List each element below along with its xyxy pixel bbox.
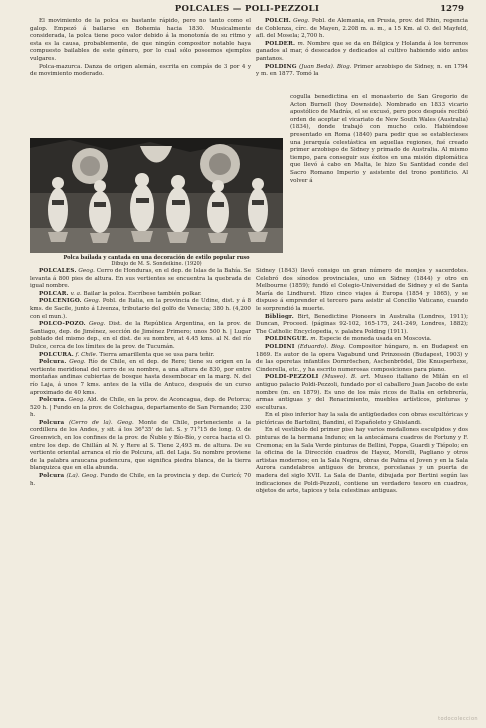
entry-text: Compositor húngaro, n. en Budapest en 1869. Es autor de la opera Vagabund und Prinzessin (Budapest, 1903) y de las operetas infantiles Dornröschen, Aschenbrödel, Die Knusperhexe, Cinderella, etc., y ha escrito numerosas composiciones para piano. bbox=[256, 343, 468, 373]
entry-abbreviation: Geog. bbox=[68, 397, 86, 404]
paragraph: cogulla benedictina en el monasterio de San Gregorio de Acton Burnell (hoy Downside). Nombrado en 1833 vicario apostólico de Madrás, el se excusó, pero poco después recibió orden de aceptar el vicariato de New South Wales (Australia) (1834), donde trabajó con mucho celo. Habiéndose presentado en Roma (1840) para pedir que se establecieses una jerarquía celestástica en aquellas regiones, fué creado primer arzobispo de Sidney y primado de Australia. Al mismo tiempo, para conseguir sus éxitos en una misión diplomática que llevó á cabo en Malta, le hizo Su Santidad conde del Sacro Romano Imperio y asistente del trono pontificio. Al volver á bbox=[290, 94, 468, 184]
entry-text: Especie de moneda usada en Moscovia. bbox=[317, 336, 432, 343]
entry-text: Río de Chile, en el dep. de Rere; tiene su origen en la vertiente meridional del cerro de su nombre, a una altura de 830, por entre montañas andinas cubiertas de bosque hasta desembocar en la marg. N. del río Laja, á unos 7 kms. antes de la villa de Antuco, después de un curso aproximado de 40 kms. bbox=[30, 359, 251, 396]
dictionary-entry bbox=[30, 359, 251, 397]
entry-abbreviation: Geog. bbox=[69, 359, 86, 366]
headword: POLDER. bbox=[265, 40, 296, 47]
left-column-lower bbox=[30, 268, 251, 488]
headword: Polcura bbox=[39, 419, 65, 426]
entry-text: Pobl. de Alemania, en Prusia, prov. del Rhin, regencia de Coblenza, círc. de Mayen, 2.208 m. a. m., a 15 Km. al O. del Mayfeld, afl. del Mosela; 2,700 h. bbox=[256, 18, 468, 40]
entry-text: En el piso inferior hay la sala de antigüedades con obras escultóricas y pictóricas de Bartolini, Bandini, el Españoleto y Ghislandi. bbox=[256, 412, 468, 426]
dictionary-entry bbox=[256, 374, 468, 412]
entry-text: Cerro de Honduras, en el dep. de Islas de la Bahía. Se levanta á 800 pies de altura. En sus vertientes se encuentra la quebrada de igual nombre. bbox=[30, 268, 252, 290]
entry-text: En el vestíbulo del primer piso hay varios medallones esculpidos y dos pinturas de la hermana Induno; en la antecámara cuadros de Fortuny y F. Cremona; en la Sala Verde pinturas de Bellini, Foppa, Guardi y Tiépolo; en la oficina de la Dirección cuadros de Hayez, Morelli, Pagliano y otros artistas modernos; en la Sala Negra, obras de Palma el Joven y en la Sala Aurora candelabros antiguos de bronce, porcelanas y un puerta de madera del siglo XVII. La Sala de Dante, dibujada por Bertini según las indicaciones de Poldi-Pezzoli, contiene un verdadero tesoro en cuadros, objetos de arte, tapices y tela celestinas antiguas. bbox=[256, 427, 468, 495]
dictionary-entry bbox=[30, 397, 251, 420]
entry-abbreviation: v. a. bbox=[70, 290, 82, 297]
dictionary-entry bbox=[30, 268, 251, 291]
entry-abbreviation: (Eduardo). Biog. bbox=[297, 343, 346, 350]
headword: POLCH. bbox=[265, 18, 291, 24]
dictionary-entry bbox=[30, 420, 251, 473]
page-header bbox=[30, 4, 464, 16]
dictionary-entry bbox=[256, 336, 468, 344]
headword: Polcura. bbox=[39, 397, 67, 404]
paragraph: Polca-mazurca. Danza de origen alemán, escrita en compás de 3 por 4 y de movimiento moderado. bbox=[30, 63, 251, 78]
headword: POLCENIGO. bbox=[39, 298, 82, 305]
dictionary-entry bbox=[256, 268, 468, 314]
entry-abbreviation: Geog. bbox=[293, 18, 310, 24]
dictionary-entry bbox=[30, 298, 251, 321]
dictionary-entry bbox=[30, 321, 251, 351]
headword: Polcura. bbox=[39, 359, 67, 366]
entry-text: Nombre que se da en Bélgica y Holanda á los terrenos ganados al mar, ó desecados y dedicados al cultivo habiendo sido antes pantanos. bbox=[256, 40, 468, 62]
entry-abbreviation: (Cerro de la). Geog. bbox=[68, 419, 134, 426]
headword: POLCO-POZO. bbox=[39, 321, 86, 328]
headword: Bibliogr. bbox=[265, 313, 294, 320]
entry-abbreviation: m. bbox=[310, 336, 318, 343]
dictionary-entry bbox=[256, 344, 468, 374]
dictionary-entry bbox=[256, 64, 468, 79]
entry-text: Ald. de Chile, en la prov. de Aconcagua, dep. de Petorca; 520 h. | Fundo en la prov. de Colchagua, departamento de San Fernando; 230 h. bbox=[30, 397, 252, 419]
entry-text: Museo italiano de Milán en el antiguo palacio Poldi-Pezzoli, fundado por el caballero Juan Jacobo de este nombre (m. en 1879). Es uno de los más ricos de Italia en orfebrería, armas antiguas y del Renacimiento, muebles artísticos, pinturas y esculturas. bbox=[256, 374, 468, 411]
entry-text: Sidney (1843) llevó consigo un gran número de monjes y sacerdotes. Celebró dos sínodos provinciales, uno en Sidney (1844) y otro en Melbourne (1859); fundó el Colegio-Universidad de Sidney y el de Santa María de Lindhurst. Hizo cinco viajes á Europa (1854 y 1865), y se dispuso á emprender el tercero para asistir al Concilio Vaticano, cuando le sorprendió la muerte. bbox=[256, 268, 468, 312]
headword: POLDINI bbox=[265, 343, 295, 350]
illustration-image bbox=[30, 138, 283, 253]
caption-credit: Dibujo de M. S. Sondeikine. (1920) bbox=[111, 261, 202, 268]
entry-abbreviation: Geog. bbox=[88, 321, 106, 328]
left-column-top bbox=[30, 18, 251, 79]
figure-caption bbox=[30, 255, 283, 268]
page-number: 1279 bbox=[440, 4, 464, 14]
right-column-top bbox=[256, 18, 468, 79]
illustration-polca-stage bbox=[30, 138, 283, 253]
caption-line: Polca bailada y cantada en una decoración de estilo popular ruso bbox=[63, 255, 250, 261]
dictionary-entry bbox=[30, 352, 251, 360]
entry-abbreviation: (Juan Beda). Biog. bbox=[299, 63, 352, 70]
right-column-lower bbox=[256, 268, 468, 496]
running-title: POLCALES — POLI-PEZZOLI bbox=[174, 4, 320, 14]
entry-text: Dist. de la República Argentina, en la prov. de Santiago, dep. de Jiménez, sección de Jiménez Primero; unos 500 h. | Lugar poblado del mismo dep., en el dist. de su nombre, at 4.45 kms. al N. del río Dulce, cerca de los límites de la prov. de Tucumán. bbox=[30, 321, 251, 350]
entry-text: Primer arzobispo de Sidney, n. en 1794 y m. en 1877. Tomó la bbox=[256, 63, 468, 78]
entry-abbreviation: (La). Geog. bbox=[66, 473, 99, 480]
paragraph bbox=[256, 427, 468, 495]
paragraph: El movimiento de la polca es bastante rápido, pero no tanto como el galop. Empezó á bailarse en Bohemia hacia 1830. Musicalmente considerada, la polca tiene poco valor debido á la monotonía de su ritmo y esta es la causa, probablemente, de que ningún compositor notable haya compuesto bailables de este género, por lo cual sólo poseemos ejemplos vulgares. bbox=[30, 18, 251, 62]
headword: POLDINGUE. bbox=[265, 336, 309, 343]
headword: POLCURA. bbox=[39, 351, 74, 358]
entry-text: Monte de Chile, perteneciente a la cordillera de los Andes, y sit. á los 36°35' de lat. S. y 71°15 de long. O. de Greenwich, en los confines de la prov. de Ñuble y Bío-Bío, y cerca hacia el O. entre los dep. de Chillán al N. y Rere al S. Tiene 2,493 m. de altura. De su vertiente oriental arranca el río de Polcura, afl. del Laja. Su nombre proviene de la palabra araucana pudencura, que significa piedra blanca, de la tierra blanquizca que en ella abunda. bbox=[30, 419, 251, 472]
dictionary-entry bbox=[256, 18, 468, 41]
paragraph bbox=[256, 412, 468, 427]
headword: POLCALES. bbox=[39, 268, 77, 274]
dictionary-entry bbox=[256, 41, 468, 64]
entry-abbreviation: f. Chile. bbox=[75, 351, 98, 358]
headword: Polcura bbox=[39, 473, 65, 480]
entry-text: Tierra amarillenta que se usa para teñir. bbox=[97, 351, 215, 358]
headword: POLDING bbox=[265, 63, 297, 70]
entry-text: Bailar la polca. Escríbese también polkar. bbox=[81, 290, 202, 297]
entry-text: Pobl. de Italia, en la provincia de Udine, dist. y á 8 kms. de Sacile, junto á Livenza, tributario del golfo de Venecia; 380 h. (4,200 con el mun.). bbox=[30, 298, 252, 320]
watermark: todocoleccion bbox=[438, 716, 478, 722]
entry-abbreviation: (Museo). B. art. bbox=[322, 374, 371, 381]
dictionary-entry bbox=[30, 473, 251, 488]
entry-text: Fundo de Chile, en la provincia y dep. de Curicó; 70 h. bbox=[30, 473, 252, 487]
entry-abbreviation: Geog. bbox=[78, 268, 95, 274]
entry-abbreviation: Geog. bbox=[83, 298, 101, 305]
headword: POLDI-PEZZOLI bbox=[265, 374, 319, 381]
headword: POLCAR. bbox=[39, 290, 69, 297]
entry-abbreviation: m. bbox=[297, 40, 305, 47]
entry-text: Birt, Benedictine Pioneers in Australia (Londres, 1911); Duncan, Proceed. (páginas 92-102, 165-175, 241-249, Londres, 1882); The Catholic Encyclopedia, v. palabra Polding (1911). bbox=[256, 313, 468, 335]
dictionary-entry bbox=[256, 314, 468, 337]
right-column-beside-figure bbox=[290, 94, 468, 185]
